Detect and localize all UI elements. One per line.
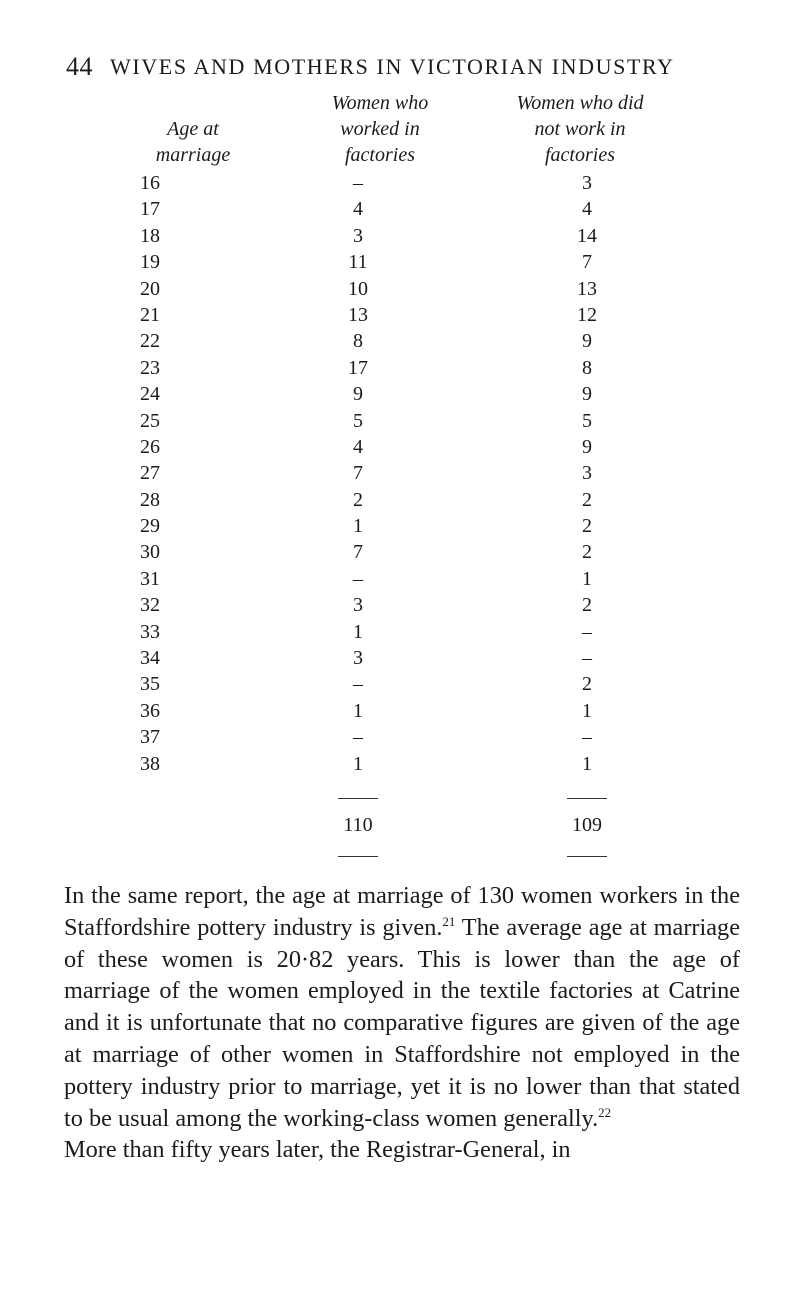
age-cell: 22: [140, 330, 160, 353]
table-row: [0, 458, 800, 484]
table-row: [0, 432, 800, 458]
factory-count-cell: 1: [353, 699, 363, 722]
column-header-factory: Women who worked in factories: [331, 92, 429, 166]
table-row: [0, 669, 800, 695]
running-title: WIVES AND MOTHERS IN VICTORIAN INDUSTRY: [110, 54, 675, 79]
factory-count-cell: –: [353, 567, 363, 590]
running-header: [66, 52, 716, 88]
table-rule: [567, 798, 607, 799]
column-header-non-factory: Women who did not work in factories: [516, 92, 644, 166]
factory-count-cell: 3: [353, 224, 363, 247]
age-cell: 23: [140, 356, 160, 379]
table-rule: [338, 856, 378, 857]
factory-count-cell: 17: [348, 356, 368, 379]
age-at-marriage-table: [0, 168, 800, 775]
paragraph: More than fifty years later, the Registrar-General, in: [64, 1136, 571, 1164]
age-cell: 19: [140, 251, 160, 274]
table-row: [0, 643, 800, 669]
non-factory-count-cell: 12: [577, 303, 597, 326]
table-row: [0, 353, 800, 379]
body-text: [64, 880, 740, 1166]
factory-count-cell: 3: [353, 647, 363, 670]
table-row: [0, 722, 800, 748]
table-row: [0, 564, 800, 590]
non-factory-count-cell: 2: [582, 673, 592, 696]
table-row: [0, 406, 800, 432]
factory-count-cell: 1: [353, 752, 363, 775]
factory-count-cell: 10: [348, 277, 368, 300]
table-rule: [338, 798, 378, 799]
age-cell: 32: [140, 594, 160, 617]
table-row: [0, 485, 800, 511]
non-factory-count-cell: 2: [582, 488, 592, 511]
non-factory-count-cell: 14: [577, 224, 597, 247]
table-row: [0, 194, 800, 220]
age-cell: 33: [140, 620, 160, 643]
age-cell: 17: [140, 198, 160, 221]
non-factory-count-cell: 8: [582, 356, 592, 379]
age-cell: 37: [140, 726, 160, 749]
age-cell: 16: [140, 172, 160, 194]
factory-count-cell: 9: [353, 383, 363, 406]
total-non-factory: 109: [572, 814, 602, 836]
age-cell: 26: [140, 435, 160, 458]
non-factory-count-cell: 1: [582, 752, 592, 775]
non-factory-count-cell: 2: [582, 541, 592, 564]
table-row: [0, 511, 800, 537]
factory-count-cell: 7: [353, 462, 363, 485]
age-cell: 30: [140, 541, 160, 564]
non-factory-count-cell: –: [582, 647, 592, 670]
table-row: [0, 590, 800, 616]
factory-count-cell: –: [353, 673, 363, 696]
non-factory-count-cell: 5: [582, 409, 592, 432]
age-cell: 27: [140, 462, 160, 485]
non-factory-count-cell: 2: [582, 594, 592, 617]
footnote-ref: 22: [598, 1104, 612, 1120]
factory-count-cell: 11: [348, 251, 368, 274]
table-row: [0, 749, 800, 775]
table-row: [0, 247, 800, 273]
age-cell: 21: [140, 303, 160, 326]
factory-count-cell: –: [353, 726, 363, 749]
factory-count-cell: 7: [353, 541, 363, 564]
factory-count-cell: 4: [353, 435, 363, 458]
non-factory-count-cell: 9: [582, 383, 592, 406]
table-row: [0, 326, 800, 352]
footnote-ref: 21: [442, 913, 456, 929]
table-row: [0, 617, 800, 643]
table-row: [0, 696, 800, 722]
total-factory: 110: [343, 814, 373, 836]
non-factory-count-cell: 9: [582, 435, 592, 458]
non-factory-count-cell: –: [582, 620, 592, 643]
table-row: [0, 221, 800, 247]
non-factory-count-cell: 3: [582, 172, 592, 194]
non-factory-count-cell: 2: [582, 515, 592, 538]
non-factory-count-cell: 4: [582, 198, 592, 221]
table-rule: [567, 856, 607, 857]
age-cell: 35: [140, 673, 160, 696]
table-row: [0, 379, 800, 405]
age-cell: 29: [140, 515, 160, 538]
non-factory-count-cell: 1: [582, 699, 592, 722]
column-header-age: Age at marriage: [155, 118, 231, 166]
table-row: [0, 168, 800, 194]
factory-count-cell: 13: [348, 303, 368, 326]
age-cell: 36: [140, 699, 160, 722]
age-cell: 24: [140, 383, 160, 406]
age-cell: 31: [140, 567, 160, 590]
factory-count-cell: 3: [353, 594, 363, 617]
non-factory-count-cell: 9: [582, 330, 592, 353]
paragraph: In the same report, the age at marriage of 130 women workers in the Staffordshire pottery industry is given.$^{21}$ The average age at marriage of these women is 20·82 years. This is lower than the age of marriage of the women employed in the textile factories at Catrine and it is unfortunate that no comparative figures are given of the age at marriage of other women in Staffordshire not employed in the pottery industry prior to marriage, yet it is no lower than that stated to be usual among the working-class women generally.$^{22}$: [64, 882, 740, 1132]
non-factory-count-cell: 7: [582, 251, 592, 274]
non-factory-count-cell: –: [582, 726, 592, 749]
factory-count-cell: 5: [353, 409, 363, 432]
table-row: [0, 537, 800, 563]
factory-count-cell: 4: [353, 198, 363, 221]
factory-count-cell: 8: [353, 330, 363, 353]
non-factory-count-cell: 3: [582, 462, 592, 485]
factory-count-cell: 2: [353, 488, 363, 511]
age-cell: 38: [140, 752, 160, 775]
non-factory-count-cell: 13: [577, 277, 597, 300]
page-number: 44: [66, 52, 93, 81]
age-cell: 28: [140, 488, 160, 511]
non-factory-count-cell: 1: [582, 567, 592, 590]
age-cell: 20: [140, 277, 160, 300]
factory-count-cell: –: [353, 172, 363, 194]
factory-count-cell: 1: [353, 620, 363, 643]
age-cell: 34: [140, 647, 160, 670]
factory-count-cell: 1: [353, 515, 363, 538]
table-row: [0, 300, 800, 326]
age-cell: 25: [140, 409, 160, 432]
age-cell: 18: [140, 224, 160, 247]
table-row: [0, 274, 800, 300]
